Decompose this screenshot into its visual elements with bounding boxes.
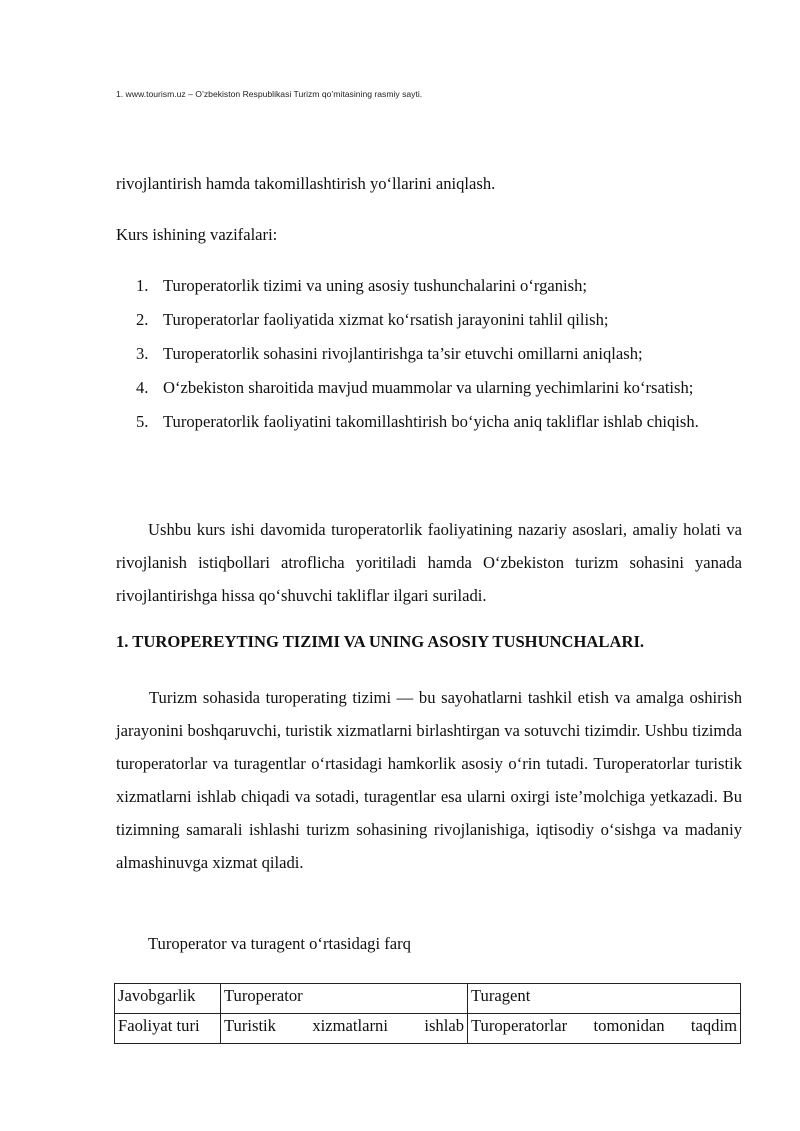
header-cell-responsibility: Javobgarlik bbox=[115, 984, 221, 1014]
list-item-text: Turoperatorlar faoliyatida xizmat ko‘rsatish jarayonini tahlil qilish; bbox=[163, 310, 609, 329]
table-row bbox=[115, 1014, 741, 1044]
table-header-row bbox=[115, 984, 741, 1014]
list-item-number: 3. bbox=[136, 344, 149, 363]
list-item bbox=[116, 337, 742, 371]
table-cell-turagent-text bbox=[468, 1014, 741, 1044]
section-heading: 1. TUROPEREYTING TIZIMI VA UNING ASOSIY TUSHUNCHALARI. bbox=[116, 632, 645, 651]
list-item-number: 5. bbox=[136, 412, 149, 431]
cell-word: taqdim bbox=[690, 1016, 737, 1035]
table-cell-activity-type: Faoliyat turi bbox=[115, 1014, 221, 1044]
comparison-table bbox=[114, 983, 741, 1044]
list-item-text: O‘zbekiston sharoitida mavjud muammolar va ularning yechimlarini ko‘rsatish; bbox=[163, 378, 694, 397]
list-item-text: Turoperatorlik sohasini rivojlantirishga ta’sir etuvchi omillarni aniqlash; bbox=[163, 344, 643, 363]
section-paragraph: Turizm sohasida turoperating tizimi — bu sayohatlarni tashkil etish va amalga oshirish jarayonini boshqaruvchi, turistik xizmatlarni birlashtirgan va sotuvchi tizimdir. Ushbu tizimda turoperatorlar va turagentlar o‘rtasidagi hamkorlik asosiy o‘rin tutadi. Turoperatorlar turistik xizmatlarni ishlab chiqadi va sotadi, turagentlar esa ularni oxirgi iste’molchiga yetkazadi. Bu tizimning samarali ishlashi turizm sohasining rivojlanishiga, iqtisodiy o‘sishga va madaniy almashinuvga xizmat qiladi. bbox=[116, 688, 742, 872]
table-caption: Turoperator va turagent o‘rtasidagi farq bbox=[148, 934, 411, 953]
list-item-number: 1. bbox=[136, 276, 149, 295]
tasks-list bbox=[116, 269, 742, 439]
cell-word: xizmatlarni bbox=[312, 1016, 388, 1035]
list-item bbox=[116, 303, 742, 337]
list-item-text: Turoperatorlik tizimi va uning asosiy tushunchalarini o‘rganish; bbox=[163, 276, 588, 295]
cell-word: tomonidan bbox=[593, 1016, 665, 1035]
list-item bbox=[116, 371, 742, 405]
list-item bbox=[116, 269, 742, 303]
intro-line: rivojlantirish hamda takomillashtirish yo‘llarini aniqlash. bbox=[116, 174, 496, 193]
tasks-title: Kurs ishining vazifalari: bbox=[116, 225, 278, 244]
cell-word: ishlab bbox=[424, 1016, 464, 1035]
list-item-number: 4. bbox=[136, 378, 149, 397]
header-cell-turoperator: Turoperator bbox=[221, 984, 468, 1014]
footnote: 1. www.tourism.uz – O’zbekiston Respublikasi Turizm qo’mitasining rasmiy sayti. bbox=[116, 89, 423, 99]
list-item-text: Turoperatorlik faoliyatini takomillashtirish bo‘yicha aniq takliflar ishlab chiqish. bbox=[163, 412, 699, 431]
list-item-number: 2. bbox=[136, 310, 149, 329]
cell-word: Turistik bbox=[224, 1016, 276, 1035]
summary-paragraph: Ushbu kurs ishi davomida turoperatorlik faoliyatining nazariy asoslari, amaliy holati va rivojlanish istiqbollari atroflicha yoritiladi hamda O‘zbekiston turizm sohasini yanada rivojlantirishga hissa qo‘shuvchi takliflar ilgari suriladi. bbox=[116, 520, 742, 605]
table-cell-turoperator-text bbox=[221, 1014, 468, 1044]
cell-word: Turoperatorlar bbox=[471, 1016, 568, 1035]
header-cell-turagent: Turagent bbox=[468, 984, 741, 1014]
list-item bbox=[116, 405, 742, 439]
